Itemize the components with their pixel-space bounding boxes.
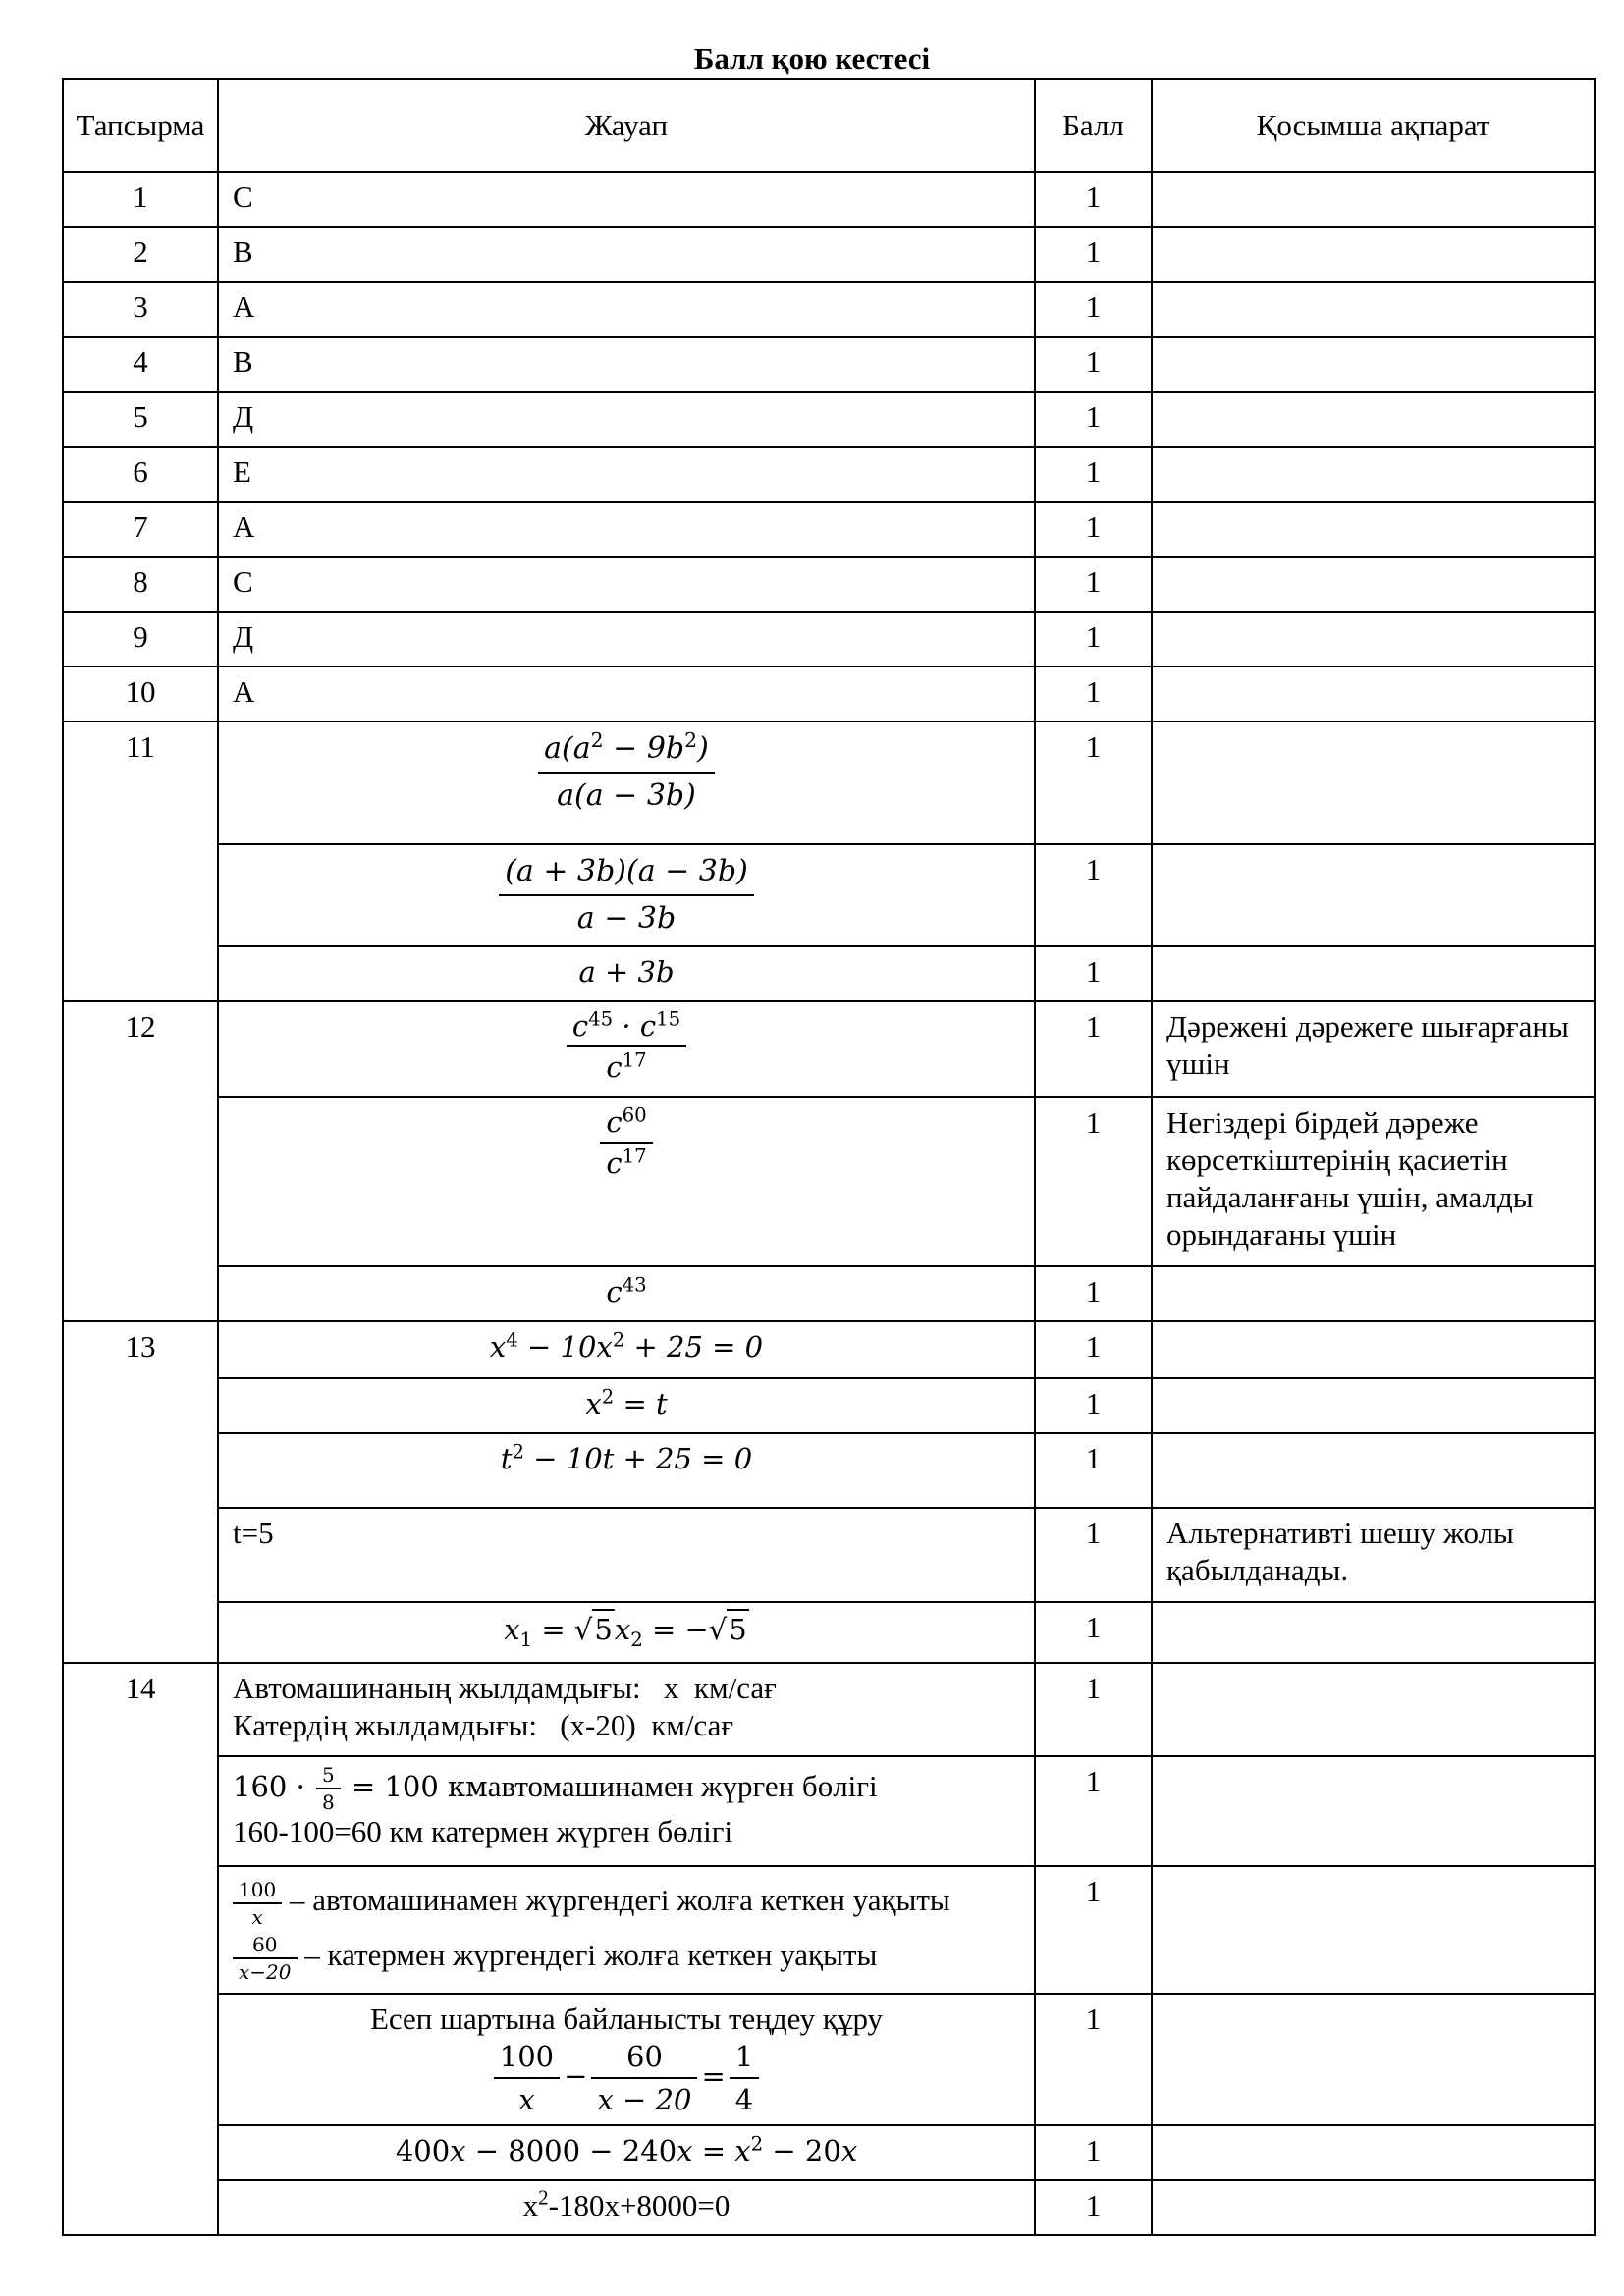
fraction: $\frac{100}{x}$ [233, 1879, 282, 1928]
answer-formula [218, 721, 1035, 844]
answer-cell: A [218, 667, 1035, 721]
table-row [63, 721, 1595, 844]
info-cell: Дәрежені дәрежеге шығарғаны үшін [1152, 1001, 1595, 1097]
task-number: 4 [63, 337, 218, 392]
answer-text: автомашинамен жүрген бөлігі [487, 1769, 878, 1803]
answer-cell [218, 1756, 1035, 1866]
info-cell [1152, 557, 1595, 612]
info-cell [1152, 502, 1595, 557]
table-row [63, 612, 1595, 667]
answer-formula: $c^{43}$ [218, 1266, 1035, 1321]
info-cell [1152, 2125, 1595, 2180]
info-cell [1152, 2180, 1595, 2235]
table-row [63, 172, 1595, 227]
answer-text: – автомашинамен жүргендегі жолға кеткен уақыты [282, 1883, 950, 1917]
points-cell: 1 [1035, 1756, 1152, 1866]
answer-cell: E [218, 447, 1035, 502]
answer-cell: t=5 [218, 1508, 1035, 1602]
table-row [63, 502, 1595, 557]
info-cell [1152, 282, 1595, 337]
answer-formula [218, 1001, 1035, 1097]
answer-cell: B [218, 337, 1035, 392]
points-cell: 1 [1035, 667, 1152, 721]
info-cell [1152, 844, 1595, 946]
info-cell [1152, 1433, 1595, 1508]
points-cell: 1 [1035, 1994, 1152, 2125]
info-cell [1152, 392, 1595, 447]
info-cell: Альтернативті шешу жолы қабылданады. [1152, 1508, 1595, 1602]
info-cell [1152, 612, 1595, 667]
fraction: $\frac{(a + 3b)(a - 3b)}{a - 3b}$ [499, 851, 754, 939]
answer-formula: $x_1 = √5x_2 = -√5$ [218, 1602, 1035, 1663]
points-cell: 1 [1035, 1097, 1152, 1266]
fraction: $\frac{60}{x-20}$ [233, 1934, 298, 1983]
answer-cell: C [218, 172, 1035, 227]
info-cell [1152, 1602, 1595, 1663]
info-cell [1152, 667, 1595, 721]
info-cell [1152, 1663, 1595, 1756]
answer-formula [218, 1097, 1035, 1266]
points-cell: 1 [1035, 721, 1152, 844]
points-cell: 1 [1035, 1663, 1152, 1756]
scoring-table [62, 78, 1596, 2236]
fraction: $\frac{a(a^2 - 9b^2)}{a(a - 3b)}$ [538, 728, 715, 817]
fraction: $\frac{c^{45} \cdot c^{15}}{c^{17}}$ [567, 1008, 686, 1085]
task-number: 1 [63, 172, 218, 227]
task-number: 8 [63, 557, 218, 612]
header-points: Балл [1035, 79, 1152, 172]
points-cell: 1 [1035, 227, 1152, 282]
points-cell: 1 [1035, 392, 1152, 447]
points-cell: 1 [1035, 1378, 1152, 1433]
table-row [63, 1266, 1595, 1321]
table-row [63, 1756, 1595, 1866]
table-row [63, 337, 1595, 392]
points-cell: 1 [1035, 946, 1152, 1001]
answer-formula: $\frac{100}{x}$ − $\frac{60}{x - 20}$ = $\frac{1}{4}$ [233, 2038, 1020, 2118]
task-number: 10 [63, 667, 218, 721]
info-cell [1152, 1756, 1595, 1866]
points-cell: 1 [1035, 844, 1152, 946]
points-cell: 1 [1035, 502, 1152, 557]
table-row [63, 2180, 1595, 2235]
page-title: Балл қою кестесі [693, 41, 931, 76]
answer-formula: 160 · $\frac{5}{8}$ = 100 км [233, 1763, 488, 1814]
info-cell [1152, 721, 1595, 844]
table-row [63, 1508, 1595, 1602]
answer-line [233, 1763, 1020, 1813]
answer-caption: Есеп шартына байланысты теңдеу құру [369, 2002, 884, 2036]
points-cell: 1 [1035, 1433, 1152, 1508]
points-cell: 1 [1035, 1602, 1152, 1663]
answer-cell: Д [218, 612, 1035, 667]
table-row [63, 1321, 1595, 1378]
info-cell: Негіздері бірдей дәреже көрсеткіштерінің қасиетін пайдаланғаны үшін, амалды орындағаны үшін [1152, 1097, 1595, 1266]
table-row [63, 667, 1595, 721]
points-cell: 1 [1035, 337, 1152, 392]
table-row [63, 1994, 1595, 2125]
task-number: 13 [63, 1321, 218, 1663]
info-cell [1152, 337, 1595, 392]
answer-text: x [522, 2188, 539, 2222]
table-row [63, 1602, 1595, 1663]
fraction: $\frac{c^{60}}{c^{17}}$ [600, 1104, 652, 1181]
answer-line: 160-100=60 км катермен жүрген бөлігі [233, 1814, 733, 1848]
table-row [63, 1001, 1595, 1097]
header-answer: Жауап [218, 79, 1035, 172]
answer-formula [218, 844, 1035, 946]
info-cell [1152, 1321, 1595, 1378]
header-task: Тапсырма [63, 79, 218, 172]
table-row [63, 447, 1595, 502]
header-row [63, 79, 1595, 172]
info-cell [1152, 1266, 1595, 1321]
task-number: 6 [63, 447, 218, 502]
answer-formula: $t^2 - 10t + 25 = 0$ [218, 1433, 1035, 1508]
task-number: 11 [63, 721, 218, 1001]
answer-cell: C [218, 557, 1035, 612]
points-cell: 1 [1035, 1508, 1152, 1602]
table-row [63, 1663, 1595, 1756]
task-number: 9 [63, 612, 218, 667]
answer-cell: Д [218, 392, 1035, 447]
table-row [63, 1433, 1595, 1508]
answer-line [233, 1928, 1020, 1983]
info-cell [1152, 447, 1595, 502]
answer-cell [218, 1994, 1035, 2125]
answer-formula: $x^4 - 10x^2 + 25 = 0$ [218, 1321, 1035, 1378]
info-cell [1152, 1994, 1595, 2125]
answer-cell [218, 1866, 1035, 1994]
task-number: 12 [63, 1001, 218, 1321]
answer-text: – катермен жүргендегі жолға кеткен уақыты [297, 1938, 878, 1972]
answer-formula: a + 3b [218, 946, 1035, 1001]
answer-cell [218, 1663, 1035, 1756]
task-number: 3 [63, 282, 218, 337]
answer-formula: $400x - 8000 - 240x = x^2 - 20x$ [218, 2125, 1035, 2180]
table-row [63, 392, 1595, 447]
table-row [63, 1378, 1595, 1433]
table-row [63, 844, 1595, 946]
answer-cell: B [218, 227, 1035, 282]
points-cell: 1 [1035, 282, 1152, 337]
task-number: 2 [63, 227, 218, 282]
answer-line: Автомашинаның жылдамдығы: x км/сағ [233, 1671, 777, 1705]
points-cell: 1 [1035, 172, 1152, 227]
task-number: 7 [63, 502, 218, 557]
answer-cell: $x^2-180x+8000=0$ [218, 2180, 1035, 2235]
table-row [63, 1097, 1595, 1266]
answer-cell: A [218, 282, 1035, 337]
points-cell: 1 [1035, 1266, 1152, 1321]
answer-line [233, 1873, 1020, 1928]
points-cell: 1 [1035, 2180, 1152, 2235]
answer-line: Катердің жылдамдығы: (x-20) км/сағ [233, 1708, 734, 1742]
info-cell [1152, 946, 1595, 1001]
task-number: 14 [63, 1663, 218, 2235]
points-cell: 1 [1035, 1866, 1152, 1994]
info-cell [1152, 1378, 1595, 1433]
header-info: Қосымша ақпарат [1152, 79, 1595, 172]
table-row [63, 946, 1595, 1001]
table-row [63, 2125, 1595, 2180]
table-row [63, 557, 1595, 612]
table-row [63, 282, 1595, 337]
points-cell: 1 [1035, 612, 1152, 667]
info-cell [1152, 1866, 1595, 1994]
table-row [63, 1866, 1595, 1994]
answer-formula: $x^2 = t$ [218, 1378, 1035, 1433]
points-cell: 1 [1035, 557, 1152, 612]
task-number: 5 [63, 392, 218, 447]
answer-text: -180x+8000=0 [548, 2188, 731, 2222]
table-row [63, 227, 1595, 282]
points-cell: 1 [1035, 1321, 1152, 1378]
info-cell [1152, 172, 1595, 227]
info-cell [1152, 227, 1595, 282]
points-cell: 1 [1035, 447, 1152, 502]
points-cell: 1 [1035, 1001, 1152, 1097]
answer-cell: A [218, 502, 1035, 557]
points-cell: 1 [1035, 2125, 1152, 2180]
